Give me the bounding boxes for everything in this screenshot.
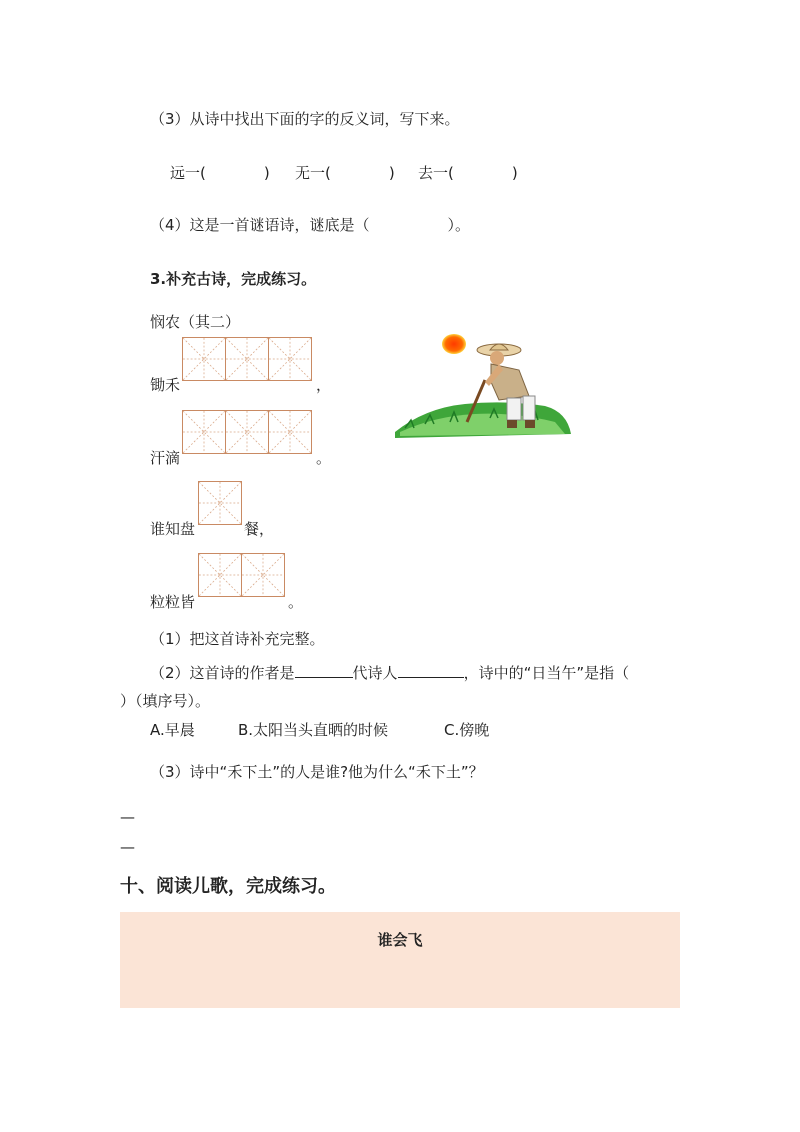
option-c: C.傍晚: [444, 721, 490, 739]
poem-line-1-prefix: 锄禾: [150, 376, 181, 394]
sub-question-1: （1）把这首诗补充完整。: [150, 630, 325, 648]
q4-riddle: （4）这是一首谜语诗，谜底是（ ）。: [150, 216, 471, 234]
tianzige-cell[interactable]: [182, 410, 226, 454]
farmer-hoeing-illustration: [395, 330, 575, 440]
tianzige-row-3[interactable]: [198, 481, 241, 525]
poem-title: 悯农（其二）: [150, 313, 241, 331]
antonym-item-2: 无一( ): [295, 164, 395, 182]
section10-title: 十、阅读儿歌，完成练习。: [120, 876, 336, 897]
tianzige-cell[interactable]: [198, 553, 242, 597]
sub-question-3: （3）诗中“禾下土”的人是谁?他为什么“禾下土”？: [150, 763, 484, 781]
antonym-item-1: 远一( ): [170, 164, 270, 182]
tianzige-cell[interactable]: [241, 553, 285, 597]
tianzige-row-1[interactable]: [182, 337, 311, 381]
q3-instruction: （3）从诗中找出下面的字的反义词，写下来。: [150, 110, 460, 128]
tianzige-cell[interactable]: [225, 410, 269, 454]
poem-line-1-suffix: ，: [316, 376, 332, 394]
tianzige-cell[interactable]: [182, 337, 226, 381]
tianzige-row-2[interactable]: [182, 410, 311, 454]
sub-question-2-cont: ）（填序号）。: [120, 692, 211, 710]
answer-line-2[interactable]: —: [120, 838, 135, 856]
poem-line-4-suffix: 。: [288, 593, 304, 611]
poem-line-3-suffix: 餐，: [244, 520, 275, 538]
poem-line-2-prefix: 汗滴: [150, 449, 181, 467]
sun-icon: [442, 334, 466, 354]
answer-line-1[interactable]: —: [120, 808, 135, 826]
antonym-item-3: 去一( ): [418, 164, 518, 182]
poem-line-4-prefix: 粒粒皆: [150, 593, 196, 611]
poet-blank[interactable]: [398, 677, 464, 678]
tianzige-row-4[interactable]: [198, 553, 284, 597]
section3-title: 3.补充古诗，完成练习。: [150, 270, 317, 288]
poem-line-2-suffix: 。: [316, 449, 332, 467]
passage-title: 谁会飞: [377, 931, 423, 949]
tianzige-cell[interactable]: [268, 337, 312, 381]
sub-question-2: （2）这首诗的作者是 代诗人 ，诗中的“日当午”是指（: [150, 664, 630, 682]
poem-line-3-prefix: 谁知盘: [150, 520, 196, 538]
tianzige-cell[interactable]: [198, 481, 242, 525]
tianzige-cell[interactable]: [268, 410, 312, 454]
option-a: A.早晨: [150, 721, 195, 739]
tianzige-cell[interactable]: [225, 337, 269, 381]
dynasty-blank[interactable]: [295, 677, 353, 678]
reading-passage-box: [120, 912, 680, 1008]
option-b: B.太阳当头直晒的时候: [238, 721, 389, 739]
